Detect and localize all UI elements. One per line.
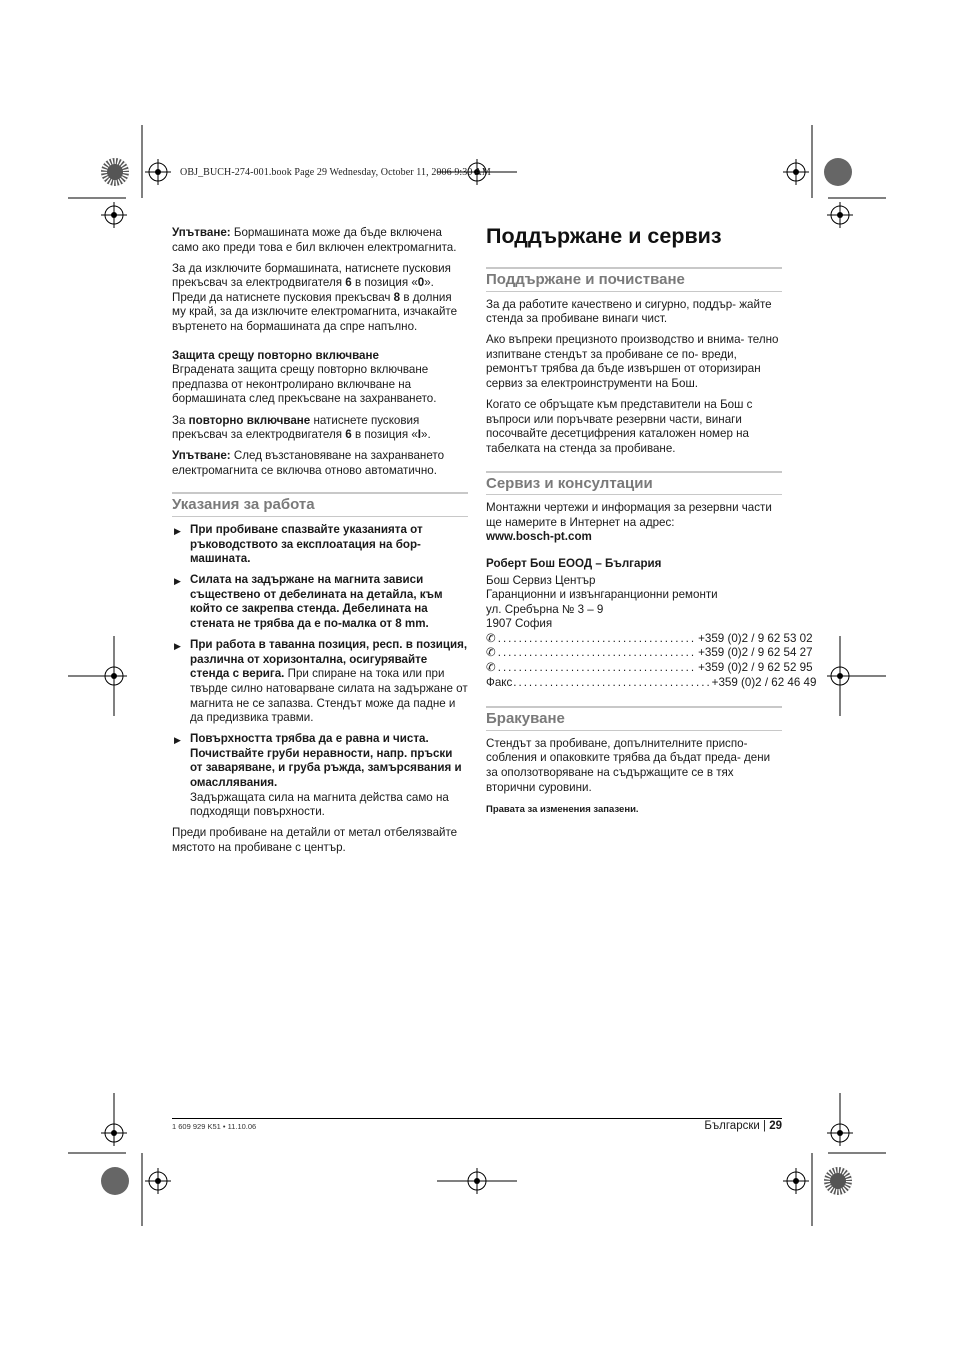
footer-separator: | bbox=[763, 1120, 766, 1132]
address-line: Бош Сервиз Център bbox=[486, 573, 596, 587]
phone-line: ✆ ...................................... +359 (0)2 / 9 62 53 02 bbox=[486, 631, 813, 645]
footer-language: Български bbox=[704, 1120, 760, 1132]
switch-off-paragraph: За да изключите бормашината, натиснете пусковия прекъсвач за електродвигателя 6 в позиция «0». bbox=[172, 261, 451, 290]
maintenance-paragraph-1: За да работите качествено и сигурно, поддър- жайте стенда за пробиване винаги чист. bbox=[486, 297, 772, 326]
phone-line: ✆ ...................................... +359 (0)2 / 9 62 54 27 bbox=[486, 646, 813, 660]
magnet-off-paragraph: Преди да натиснете пусковия прекъсвач 8 в долния му край, за да изключите електромагнита, изчакайте въртенето на бормашината да спре напълно. bbox=[172, 290, 458, 334]
right-column bbox=[486, 222, 817, 824]
section-heading-work: Указания за работа bbox=[172, 492, 468, 517]
bullet-item: ▶ Повърхността трябва да е равна и чиста. Почиствайте груби неравности, напр. пръски от заваряване, и груба ръжда, замърсявания и омасллявания. Задържащата сила на магнита действа само на подходящи повърхности. bbox=[174, 732, 462, 819]
restart-protection-heading: Защита срещу повторно включване bbox=[172, 348, 379, 362]
page-title: Поддържане и сервиз bbox=[486, 224, 722, 248]
section-heading-service: Сервиз и консултации bbox=[486, 471, 782, 496]
address-line: 1907 София bbox=[486, 617, 553, 631]
maintenance-paragraph-3: Когато се обръщате към представители на Бош с въпроси или поръчвате резервни части, винаги посочвайте десетцифрения каталожен номер на табелката на стенда за пробиване. bbox=[486, 398, 753, 455]
company-name: Роберт Бош ЕООД – България bbox=[486, 556, 662, 570]
phone-line: ✆ ...................................... +359 (0)2 / 9 62 52 95 bbox=[486, 661, 813, 675]
auto-restart-note: Упътване: След възстановяване на захранването електромагнита се включва отново автоматично. bbox=[172, 449, 445, 477]
fax-line: Факс ...................................... +359 (0)2 / 62 46 49 bbox=[486, 675, 817, 689]
restart-protection-text: Вградената защита срещу повторно включване предпазва от неконтролирано включване на бормашината след прекъсване на захранването. bbox=[172, 363, 437, 406]
section-heading-disposal: Бракуване bbox=[486, 706, 782, 731]
footer-page bbox=[704, 1120, 782, 1132]
left-column bbox=[172, 226, 468, 862]
website-link[interactable]: www.bosch-pt.com bbox=[486, 530, 592, 544]
footer-rule bbox=[172, 1118, 782, 1119]
address-line: Гаранционни и извънгаранционни ремонти bbox=[486, 588, 718, 602]
phone-icon: ✆ bbox=[486, 631, 496, 645]
phone-icon: ✆ bbox=[486, 646, 496, 660]
bullet-arrow-icon: ▶ bbox=[174, 735, 181, 746]
bullet-item: ▶ При работа в таванна позиция, респ. в позиция, различна от хоризонтална, осигурявайте стенда с верига. При спиране на тока или при твърде силно натоварване силата на задържане от магнита не се запазва. Стендът може да падне и да предизвика травми. bbox=[174, 638, 468, 725]
disposal-paragraph: Стендът за пробиване, допълнителните приспо- собления и опаковките трябва да бъдат преда- дени за оползотворяване на съдържащите се в тях вторични суровини. bbox=[486, 736, 771, 794]
bullet-arrow-icon: ▶ bbox=[174, 576, 181, 587]
footer-code: 1 609 929 K51 • 11.10.06 bbox=[172, 1122, 257, 1131]
section-heading-maintenance: Поддържане и почистване bbox=[486, 267, 782, 292]
service-paragraph: Монтажни чертежи и информация за резервни части ще намерите в Интернет на адрес: www.bosch-pt.com bbox=[486, 501, 772, 544]
address-line: ул. Сребърна № 3 – 9 bbox=[486, 602, 604, 616]
page-number: 29 bbox=[769, 1120, 782, 1132]
rights-reserved: Правата за изменения запазени. bbox=[486, 804, 639, 816]
bullet-arrow-icon: ▶ bbox=[174, 526, 181, 536]
note-paragraph: Упътване: Бормашината може да бъде включена само ако преди това е бил включен електромагнита. bbox=[172, 226, 457, 254]
bullet-item: ▶ Силата на задържане на магнита зависи съществено от дебелината на детайла, към който се закрепва стенда. Дебелината на стената не трябва да е по-малка от 8 mm. bbox=[174, 573, 443, 631]
restart-paragraph: За повторно включване натиснете пусковия прекъсвач за електродвигателя 6 в позиция «I». bbox=[172, 413, 431, 442]
center-punch-paragraph: Преди пробиване на детайли от метал отбелязвайте мястото на пробиване с център. bbox=[172, 826, 458, 854]
maintenance-paragraph-2: Ако въпреки прецизното производство и внима- телно изпитване стендът за пробиване се по- вреди, ремонтът трябва да бъде извършен от оторизиран сервиз за електроинструменти на Бош. bbox=[486, 333, 779, 391]
bullet-item: ▶ При пробиване спазвайте указанията от ръководството за експлоатация на бор- машината. bbox=[174, 523, 423, 566]
bullet-arrow-icon: ▶ bbox=[174, 641, 181, 652]
phone-icon: ✆ bbox=[486, 661, 496, 675]
file-info-header: OBJ_BUCH-274-001.book Page 29 Wednesday, October 11, 2006 9:30 AM bbox=[180, 167, 491, 178]
